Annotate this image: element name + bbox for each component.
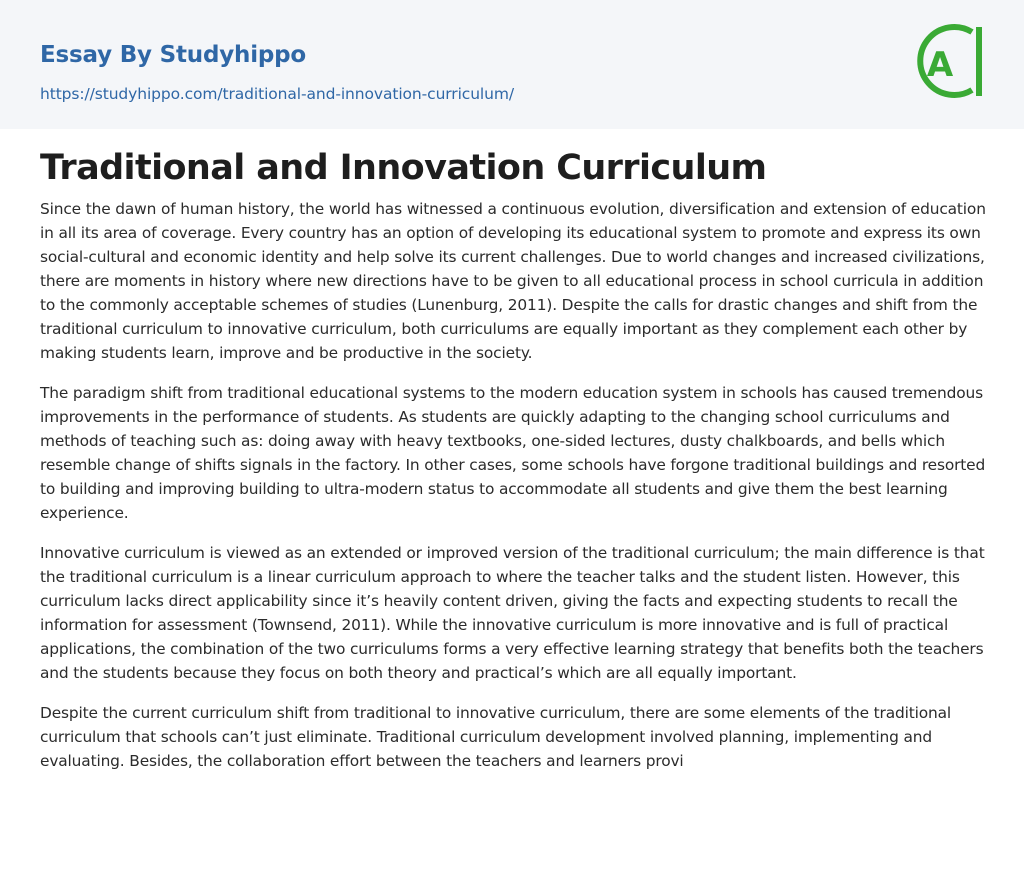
article-title: Traditional and Innovation Curriculum	[40, 148, 767, 188]
page-url-link[interactable]: https://studyhippo.com/traditional-and-innovation-curriculum/	[40, 85, 514, 103]
logo-letter: A	[926, 45, 954, 85]
article-paragraph: Despite the current curriculum shift from traditional to innovative curriculum, there are some elements of the traditional curriculum that schools can’t just eliminate. Traditional curriculum development involved planning, implementing and evaluating. Besides, the collaboration effort between the teachers and learners provi	[40, 704, 952, 770]
article-paragraph: Since the dawn of human history, the world has witnessed a continuous evolution, diversification and extension of education in all its area of coverage. Every country has an option of developing its educational system to promote and express its own social-cultural and economic identity and help solve its current challenges. Due to world changes and increased civilizations, there are moments in history where new directions have to be given to all educational process in school curricula in addition to the commonly acceptable schemes of studies (Lunenburg, 2011). Despite the calls for drastic changes and shift from the traditional curriculum to innovative curriculum, both curriculums are equally important as they complement each other by making students learn, improve and be productive in the society.	[40, 200, 986, 362]
studyhippo-logo-icon[interactable]	[912, 19, 986, 105]
article-paragraph: Innovative curriculum is viewed as an extended or improved version of the traditional curriculum; the main difference is that the traditional curriculum is a linear curriculum approach to where the teacher talks and the student listen. However, this curriculum lacks direct applicability since it’s heavily content driven, giving the facts and expecting students to recall the information for assessment (Townsend, 2011). While the innovative curriculum is more innovative and is full of practical applications, the combination of the two curriculums forms a very effective learning strategy that benefits both the teachers and the students because they focus on both theory and practical’s which are all equally important.	[40, 544, 985, 682]
article-paragraph: The paradigm shift from traditional educational systems to the modern education system in schools has caused tremendous improvements in the performance of students. As students are quickly adapting to the changing school curriculums and methods of teaching such as: doing away with heavy textbooks, one-sided lectures, dusty chalkboards, and bells which resemble change of shifts signals in the factory. In other cases, some schools have forgone traditional buildings and resorted to building and improving building to ultra-modern status to accommodate all students and give them the best learning experience.	[40, 384, 986, 522]
article	[40, 145, 986, 789]
brand-title[interactable]: Essay By Studyhippo	[40, 42, 307, 68]
site-header	[0, 0, 1024, 129]
